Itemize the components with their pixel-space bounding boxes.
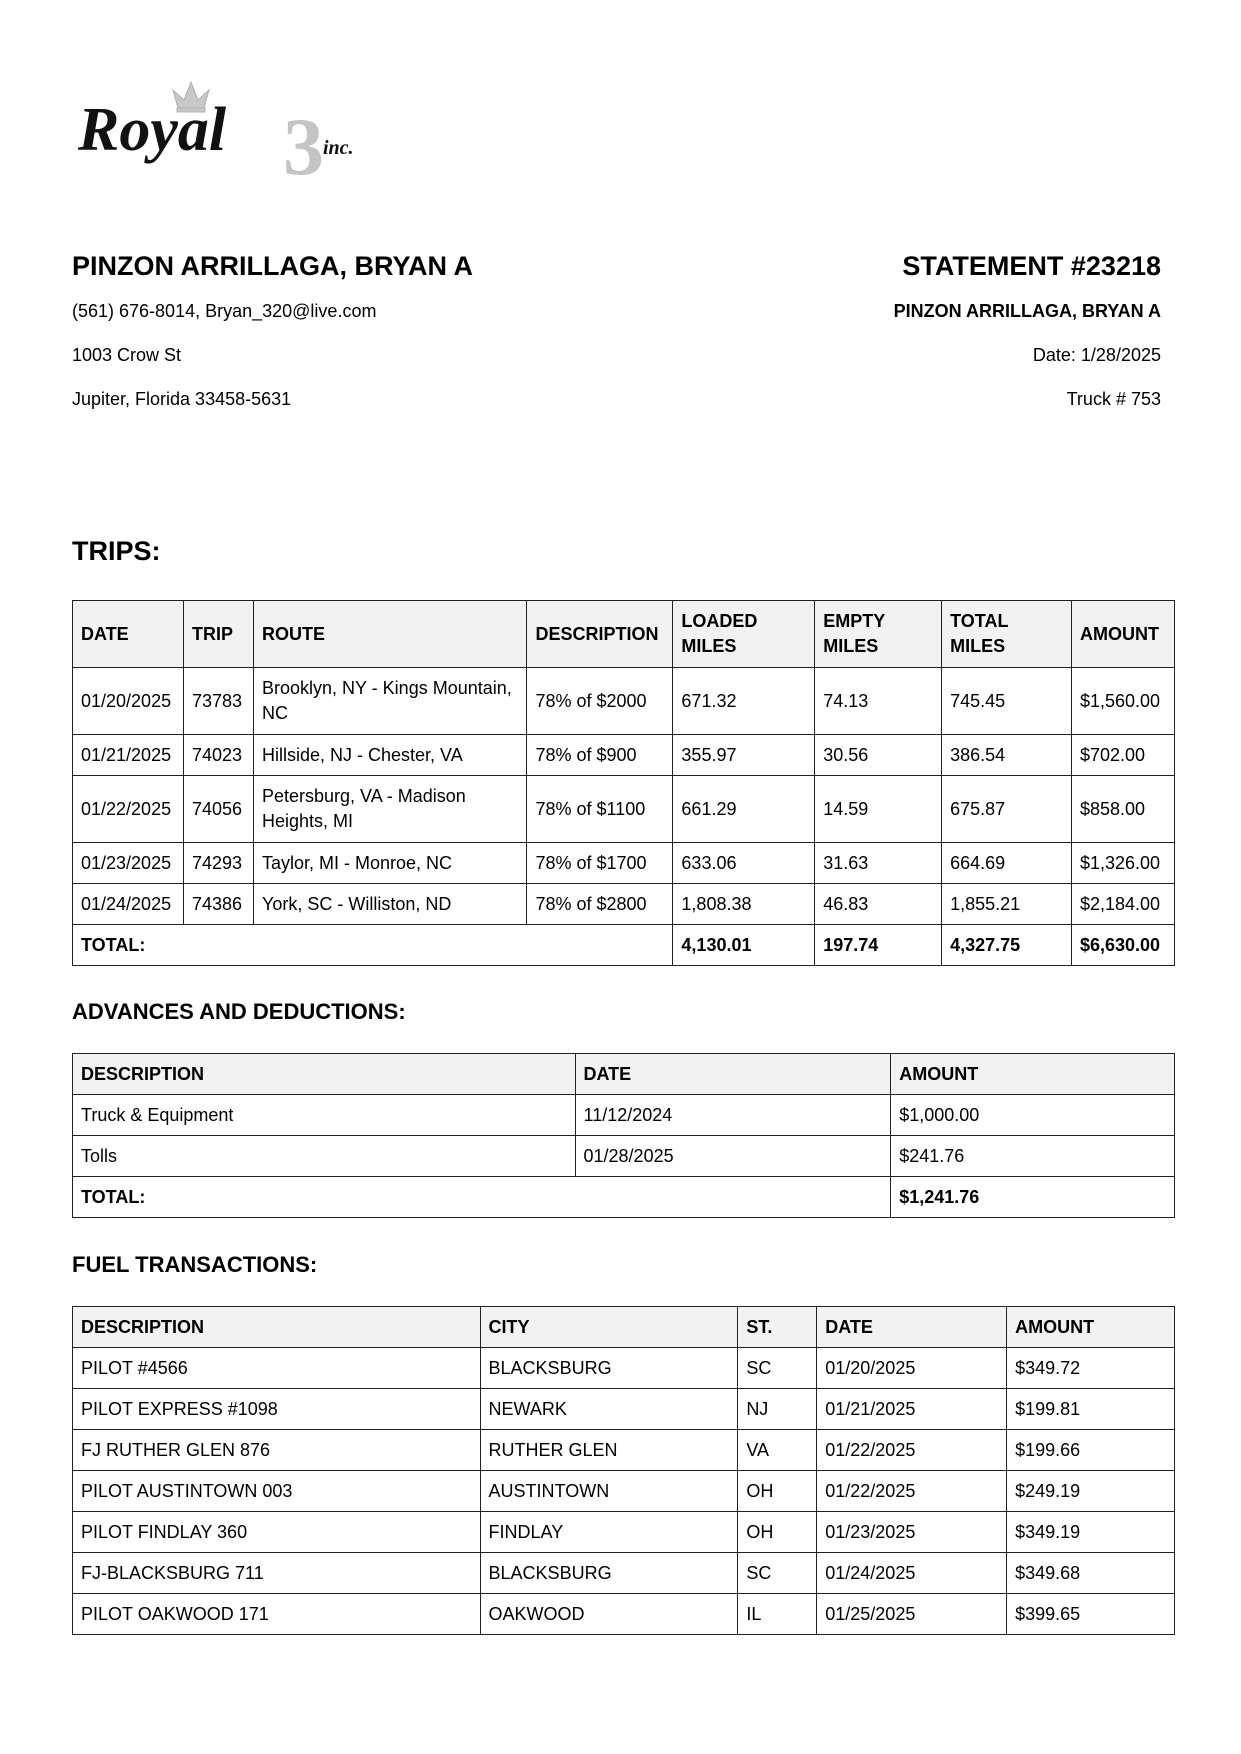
fuel-date: 01/20/2025 <box>817 1348 1007 1389</box>
trip-route: Taylor, MI - Monroe, NC <box>253 843 526 884</box>
table-row <box>73 1553 1175 1594</box>
statement-truck: Truck # 753 <box>1066 389 1161 409</box>
fuel-description: PILOT #4566 <box>73 1348 481 1389</box>
advances-total-amount: $1,241.76 <box>891 1177 1175 1218</box>
col-route: ROUTE <box>253 601 526 668</box>
fuel-date: 01/24/2025 <box>817 1553 1007 1594</box>
driver-name: PINZON ARRILLAGA, BRYAN A <box>72 251 474 281</box>
advance-date: 01/28/2025 <box>575 1136 891 1177</box>
trip-total: 386.54 <box>942 735 1072 776</box>
driver-street: 1003 Crow St <box>72 345 182 365</box>
fuel-table <box>72 1306 1175 1635</box>
trip-description: 78% of $2800 <box>527 884 673 925</box>
table-row <box>73 1095 1175 1136</box>
trips-total-row <box>73 925 1175 966</box>
col-description: DESCRIPTION <box>73 1307 481 1348</box>
col-state: ST. <box>738 1307 817 1348</box>
table-row <box>73 776 1175 843</box>
col-date: DATE <box>73 601 184 668</box>
fuel-description: PILOT OAKWOOD 171 <box>73 1594 481 1635</box>
fuel-date: 01/22/2025 <box>817 1471 1007 1512</box>
trip-date: 01/24/2025 <box>73 884 184 925</box>
fuel-description: PILOT EXPRESS #1098 <box>73 1389 481 1430</box>
trip-amount: $1,326.00 <box>1071 843 1174 884</box>
trip-empty: 14.59 <box>815 776 942 843</box>
advances-total-row <box>73 1177 1175 1218</box>
driver-contact: (561) 676-8014, Bryan_320@live.com <box>72 301 377 321</box>
fuel-date: 01/22/2025 <box>817 1430 1007 1471</box>
fuel-amount: $349.72 <box>1007 1348 1175 1389</box>
fuel-state: SC <box>738 1553 817 1594</box>
fuel-date: 01/21/2025 <box>817 1389 1007 1430</box>
col-description: DESCRIPTION <box>527 601 673 668</box>
trip-loaded: 661.29 <box>673 776 815 843</box>
fuel-state: IL <box>738 1594 817 1635</box>
fuel-state: OH <box>738 1471 817 1512</box>
advance-description: Tolls <box>73 1136 576 1177</box>
trip-total: 1,855.21 <box>942 884 1072 925</box>
fuel-amount: $399.65 <box>1007 1594 1175 1635</box>
fuel-heading: FUEL TRANSACTIONS: <box>72 1252 318 1277</box>
trips-total-empty: 197.74 <box>815 925 942 966</box>
trip-total: 664.69 <box>942 843 1072 884</box>
trip-date: 01/23/2025 <box>73 843 184 884</box>
trip-empty: 31.63 <box>815 843 942 884</box>
fuel-city: NEWARK <box>480 1389 738 1430</box>
trip-amount: $858.00 <box>1071 776 1174 843</box>
table-row <box>73 1471 1175 1512</box>
trip-description: 78% of $2000 <box>527 668 673 735</box>
trip-total: 745.45 <box>942 668 1072 735</box>
trips-total-miles: 4,327.75 <box>942 925 1072 966</box>
fuel-description: PILOT AUSTINTOWN 003 <box>73 1471 481 1512</box>
advances-total-label: TOTAL: <box>73 1177 891 1218</box>
advances-header-row <box>73 1054 1175 1095</box>
fuel-amount: $199.66 <box>1007 1430 1175 1471</box>
table-row <box>73 1594 1175 1635</box>
table-row <box>73 668 1175 735</box>
fuel-date: 01/23/2025 <box>817 1512 1007 1553</box>
advances-table <box>72 1053 1175 1218</box>
trip-date: 01/21/2025 <box>73 735 184 776</box>
advance-description: Truck & Equipment <box>73 1095 576 1136</box>
col-loaded-miles: LOADED MILES <box>673 601 815 668</box>
statement-name: PINZON ARRILLAGA, BRYAN A <box>893 301 1161 321</box>
fuel-amount: $249.19 <box>1007 1471 1175 1512</box>
trip-number: 74386 <box>183 884 253 925</box>
fuel-date: 01/25/2025 <box>817 1594 1007 1635</box>
statement-date: Date: 1/28/2025 <box>1032 345 1161 365</box>
trip-loaded: 633.06 <box>673 843 815 884</box>
col-total-miles: TOTAL MILES <box>942 601 1072 668</box>
fuel-city: BLACKSBURG <box>480 1348 738 1389</box>
fuel-amount: $349.68 <box>1007 1553 1175 1594</box>
fuel-description: FJ RUTHER GLEN 876 <box>73 1430 481 1471</box>
trip-route: York, SC - Williston, ND <box>253 884 526 925</box>
col-trip: TRIP <box>183 601 253 668</box>
col-amount: AMOUNT <box>1007 1307 1175 1348</box>
table-row <box>73 1348 1175 1389</box>
trip-amount: $2,184.00 <box>1071 884 1174 925</box>
fuel-amount: $199.81 <box>1007 1389 1175 1430</box>
advances-heading: ADVANCES AND DEDUCTIONS: <box>72 999 406 1024</box>
trip-number: 73783 <box>183 668 253 735</box>
trip-description: 78% of $1700 <box>527 843 673 884</box>
trip-amount: $1,560.00 <box>1071 668 1174 735</box>
trips-total-amount: $6,630.00 <box>1071 925 1174 966</box>
table-row <box>73 1430 1175 1471</box>
trip-route: Brooklyn, NY - Kings Mountain, NC <box>253 668 526 735</box>
trip-loaded: 671.32 <box>673 668 815 735</box>
trip-date: 01/20/2025 <box>73 668 184 735</box>
table-row <box>73 884 1175 925</box>
trip-route: Petersburg, VA - Madison Heights, MI <box>253 776 526 843</box>
fuel-city: BLACKSBURG <box>480 1553 738 1594</box>
trip-loaded: 355.97 <box>673 735 815 776</box>
fuel-city: RUTHER GLEN <box>480 1430 738 1471</box>
trip-route: Hillside, NJ - Chester, VA <box>253 735 526 776</box>
statement-info <box>894 250 1161 410</box>
col-description: DESCRIPTION <box>73 1054 576 1095</box>
table-row <box>73 1389 1175 1430</box>
advance-amount: $1,000.00 <box>891 1095 1175 1136</box>
trip-number: 74293 <box>183 843 253 884</box>
trip-amount: $702.00 <box>1071 735 1174 776</box>
fuel-city: AUSTINTOWN <box>480 1471 738 1512</box>
trip-total: 675.87 <box>942 776 1072 843</box>
trip-empty: 74.13 <box>815 668 942 735</box>
trip-empty: 30.56 <box>815 735 942 776</box>
fuel-description: FJ-BLACKSBURG 711 <box>73 1553 481 1594</box>
col-amount: AMOUNT <box>891 1054 1175 1095</box>
driver-info <box>72 250 473 410</box>
fuel-city: OAKWOOD <box>480 1594 738 1635</box>
trips-heading: TRIPS: <box>72 536 161 566</box>
trip-description: 78% of $900 <box>527 735 673 776</box>
fuel-description: PILOT FINDLAY 360 <box>73 1512 481 1553</box>
trip-number: 74023 <box>183 735 253 776</box>
trip-number: 74056 <box>183 776 253 843</box>
fuel-state: VA <box>738 1430 817 1471</box>
table-row <box>73 1512 1175 1553</box>
trip-empty: 46.83 <box>815 884 942 925</box>
advance-amount: $241.76 <box>891 1136 1175 1177</box>
fuel-header-row <box>73 1307 1175 1348</box>
fuel-state: NJ <box>738 1389 817 1430</box>
trips-header-row <box>73 601 1175 668</box>
logo-suffix: inc. <box>323 137 354 159</box>
logo-wordmark: Royal <box>78 96 227 164</box>
trip-description: 78% of $1100 <box>527 776 673 843</box>
table-row <box>73 735 1175 776</box>
col-date: DATE <box>817 1307 1007 1348</box>
trip-loaded: 1,808.38 <box>673 884 815 925</box>
col-empty-miles: EMPTY MILES <box>815 601 942 668</box>
company-logo <box>78 78 388 190</box>
col-date: DATE <box>575 1054 891 1095</box>
fuel-amount: $349.19 <box>1007 1512 1175 1553</box>
trips-table <box>72 600 1175 966</box>
table-row <box>73 843 1175 884</box>
statement-title: STATEMENT #23218 <box>902 251 1161 281</box>
logo-numeral: 3 <box>283 101 324 190</box>
trips-total-loaded: 4,130.01 <box>673 925 815 966</box>
advance-date: 11/12/2024 <box>575 1095 891 1136</box>
col-amount: AMOUNT <box>1071 601 1174 668</box>
trip-date: 01/22/2025 <box>73 776 184 843</box>
trips-total-label: TOTAL: <box>73 925 673 966</box>
fuel-state: OH <box>738 1512 817 1553</box>
driver-city: Jupiter, Florida 33458-5631 <box>72 389 292 409</box>
fuel-city: FINDLAY <box>480 1512 738 1553</box>
col-city: CITY <box>480 1307 738 1348</box>
table-row <box>73 1136 1175 1177</box>
fuel-state: SC <box>738 1348 817 1389</box>
